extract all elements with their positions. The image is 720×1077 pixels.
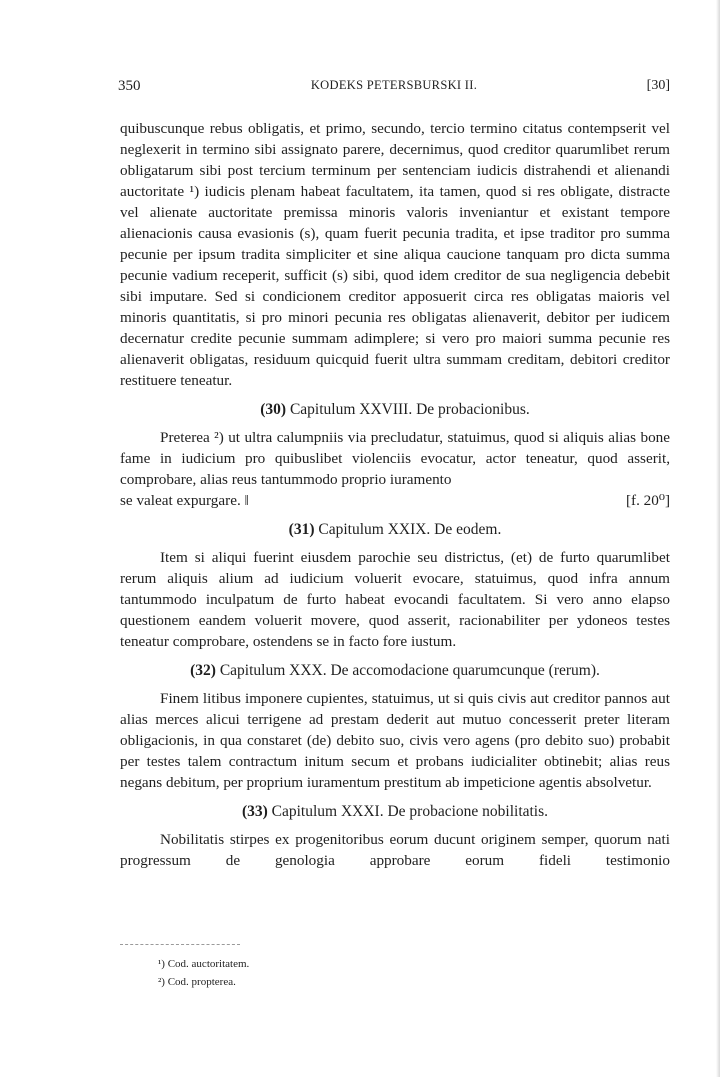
chapter-heading-33	[120, 801, 670, 823]
paragraph-continuation: quibuscunque rebus obligatis, et primo, secundo, tercio termino citatus contempserit vel neglexerit in termino sibi assignato parere, decernimus, quod creditor quarumlibet rerum obligatarum sibi post tercium terminum per sentenciam iudicis distrahendi et alienandi auctoritate ¹) iudicis plenam habeat facultatem, ita tamen, quod si res obligate, distracte vel alienate auctoritate premissa minoris valoris inveniantur et existant tempore alienacionis causa evasionis (s), quam fuerit pecunia tradita, et ipse traditor pro summa pecunie per ipsum tradita simpliciter et sine aliqua caucione tanquam pro dicta summa pecunie vadium receperit, sufficit (s) sibi, quod idem creditor de sua negligencia debebit sibi imputare. Sed si condicionem creditor apposuerit circa res obligatas maioris vel minoris quantitatis, si pro minori pecunia res obligatas alienaverit, debitor per iudicem decernatur credite pecunie summam adimplere; si vero pro maiori summa pecunie res alienaverit obligatas, residuum quicquid fuerit ultra summam creditam, debitori creditor restituere teneatur.	[120, 120, 670, 389]
page-edge-shadow	[716, 0, 720, 1077]
paragraph-33: Nobilitatis stirpes ex progenitoribus eorum ducunt originem semper, quorum nati progressum de genologia approbare eorum fideli testimonio	[120, 831, 670, 869]
chapter-number: (31)	[288, 521, 315, 538]
chapter-title: Capitulum XXX. De accomodacione quarumcunque (rerum).	[219, 662, 600, 679]
section-marker: [30]	[646, 78, 670, 93]
body-text	[120, 118, 670, 871]
chapter-title: Capitulum XXVIII. De probacionibus.	[289, 401, 530, 418]
paragraph-30: Preterea ²) ut ultra calumpniis via precludatur, statuimus, quod si aliquis alias bone fame in iudicium pro quibuslibet violenciis evocatur, actor teneatur, quod asserit, comprobare, alias reus tantummodo proprio iuramento	[120, 429, 670, 488]
chapter-heading-31	[120, 519, 670, 541]
page-header	[118, 78, 670, 100]
footnote-1: ¹) Cod. auctoritatem.	[158, 958, 250, 970]
running-title: KODEKS PETERSBURSKI II.	[310, 78, 478, 92]
footnote-2: ²) Cod. propterea.	[158, 976, 236, 988]
paragraph-31: Item si aliqui fuerint eiusdem parochie seu districtus, (et) de furto quarumlibet rerum aliquis alium ad iudicium voluerit evocare, statuimus, quod infra annum tantummodo inculpatum de furto habeat evocandi facultatem. Si vero anno elapso questionem eandem voluerit movere, quod asserit, racionabiliter per ydoneos testes teneatur comprobare, ostendens se in facto fore iustum.	[120, 549, 670, 650]
chapter-heading-30	[120, 399, 670, 421]
footnotes	[158, 955, 458, 991]
paragraph-32: Finem litibus imponere cupientes, statuimus, ut si quis civis aut creditor pannos aut alias merces alicui terrigene ad prestam dederit aut mutuo concesserit preter literam obligacionis, in qua constaret (de) debito suo, civis vero agens (pro debito suo) probabit per testes talem contractum initum secum et probans iudicialiter obtinebit; alias reus negans debitum, per proprium iuramentum prestitum ab impeticione agentis absolvetur.	[120, 690, 670, 791]
footnote-rule	[120, 944, 240, 945]
folio-marker: [f. 20⁰]	[625, 492, 670, 509]
chapter-title: Capitulum XXXI. De probacione nobilitatis.	[271, 803, 549, 820]
last-line-text: se valeat expurgare. ‖	[120, 492, 249, 509]
chapter-number: (30)	[260, 401, 287, 418]
chapter-heading-32	[120, 660, 670, 682]
page-number: 350	[118, 78, 141, 94]
chapter-number: (33)	[241, 803, 268, 820]
paragraph-30-last-line	[120, 490, 670, 511]
chapter-title: Capitulum XXIX. De eodem.	[318, 521, 502, 538]
chapter-number: (32)	[190, 662, 216, 679]
